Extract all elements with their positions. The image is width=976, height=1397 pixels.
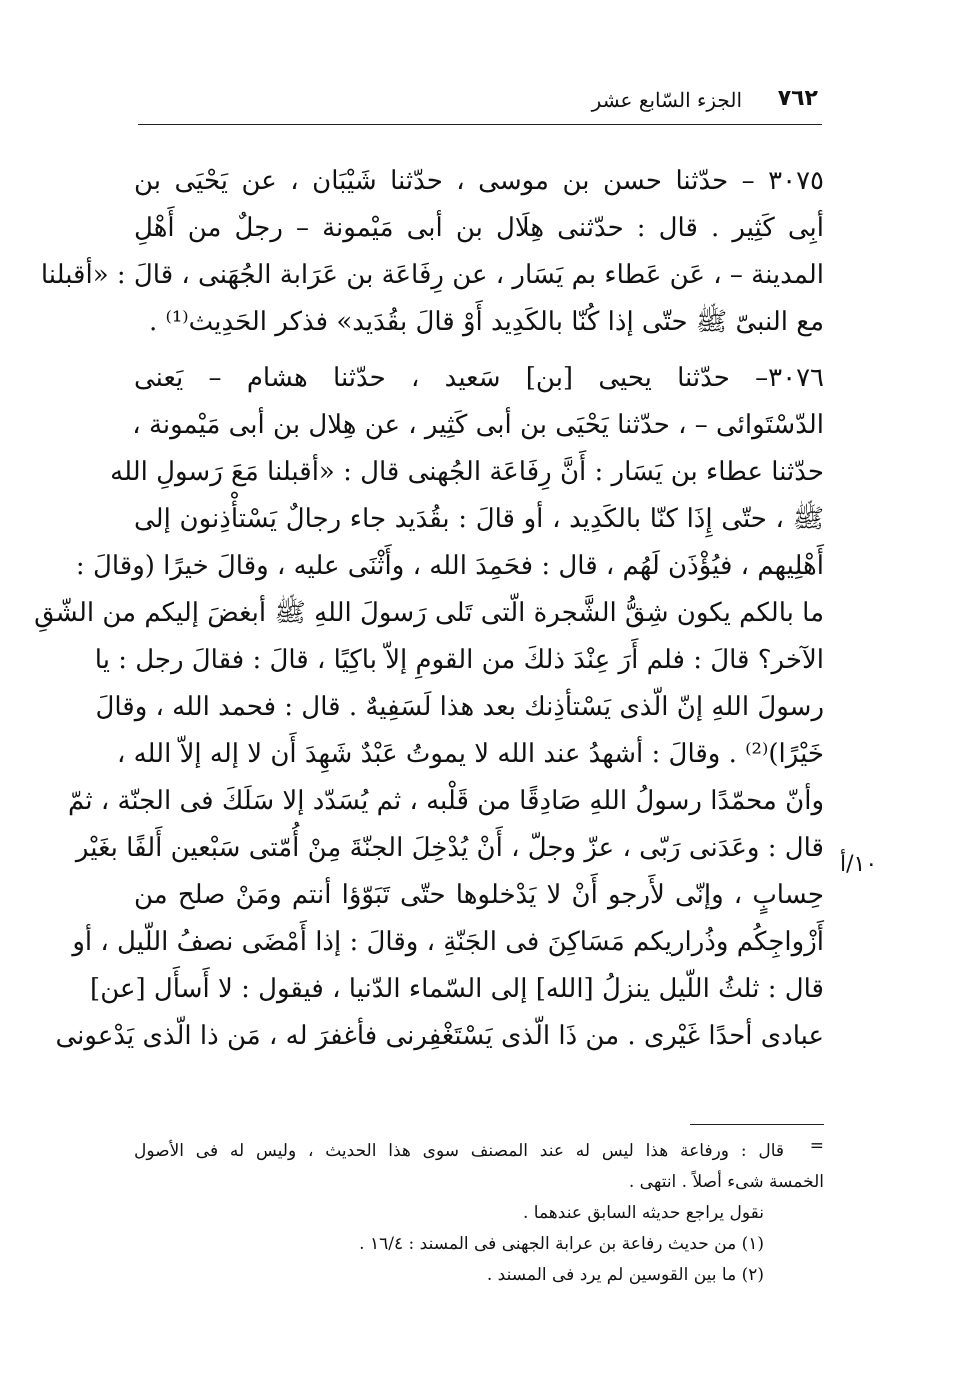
footnote-line: الخمسة شىء أصلاً . انتهى . — [628, 1172, 824, 1192]
text-line: ما بالكم يكون شِقُّ الشَّجرة الّتى تَلى رَسولَ اللهِ ﷺ أبغضَ إليكم من الشّقِ — [34, 598, 824, 628]
footnote-line: نقول يراجع حديثه السابق عندهما . — [522, 1203, 764, 1223]
footnote-line: قال : ورفاعة هذا ليس له عند المصنف سوى هذا الحديث ، وليس له فى الأصول — [134, 1141, 784, 1161]
page-header — [138, 78, 822, 122]
text-line: قال : وعَدَنى رَبّى ، عزّ وجلّ ، أَنْ يُدْخِلَ الجنّةَ مِنْ أُمّتى سَبْعين أَلفًا بغَيْر — [75, 833, 824, 863]
text-line: حِسابٍ ، وإنّى لأَرجو أَنْ لا يَدْخلوها حتّى تَبَوّؤا أنتم ومَنْ صلح من — [134, 880, 824, 910]
text-line: ٣٠٧٥ – حدّثنا حسن بن موسى ، حدّثنا شَيْبَان ، عن يَحْيَى بن — [134, 166, 824, 196]
text-line: أَزْواجِكُم وذُراريكم مَسَاكِنَ فى الجَنّةِ ، وقالَ : إذا أَمْضَى نصفُ اللّيل ، أو — [72, 927, 824, 957]
header-rule — [138, 124, 822, 125]
text-line: قال : ثلثُ اللّيل ينزلُ [الله] إلى السّماء الدّنيا ، فيقول : لا أَسأَل [عن] — [90, 974, 824, 1004]
footnote-rule — [690, 1124, 824, 1125]
text-line: أَهْلِيهم ، فيُؤْذَن لَهُم ، قال : فحَمِدَ الله ، وأَثْنَى عليه ، وقالَ خيرًا (وقالَ : — [75, 551, 824, 581]
footnotes — [134, 1136, 824, 1291]
text-line: المدينة – ، عَن عَطاء بم يَسَار ، عن رِفَاعَة بن عَرَابة الجُهَنى ، قالَ : «أقبلنا — [40, 260, 824, 290]
text-line: رسولَ اللهِ إنّ الّذى يَسْتأذِنك بعد هذا لَسَفِيهٌ . قال : فحمد الله ، وقالَ — [95, 692, 824, 722]
text-line: حدّثنا عطاء بن يَسَار : أَنَّ رِفَاعَة الجُهنى قال : «أقبلنا مَعَ رَسولِ الله — [110, 457, 824, 487]
running-title: الجزء السّابع عشر — [591, 88, 742, 112]
continuation-mark: = — [809, 1136, 824, 1156]
text-line: مع النبىّ ﷺ حتّى إذا كُنّا بالكَدِيد أَوْ قالَ بقُدَيد» فذكر الحَدِيث⁽¹⁾ . — [148, 307, 824, 337]
text-line: عبادى أحدًا غَيْرى . من ذَا الّذى يَسْتَغْفِرنى فأغفرَ له ، مَن ذا الّذى يَدْعونى — [55, 1021, 824, 1051]
text-line: الآخر؟ قالَ : فلم أَرَ عِنْدَ ذلكَ من القومِ إلاّ باكِيًا ، قالَ : فقالَ رجل : يا — [94, 645, 824, 675]
text-line: الدّسْتَوائى – ، حدّثنا يَحْيَى بن أبى كَثِير ، عن هِلال بن أبى مَيْمونة ، — [132, 410, 824, 440]
main-text — [34, 158, 824, 1060]
manuscript-folio-note: ١٠/أ — [840, 852, 878, 877]
footnote-2: (٢) ما بين القوسين لم يرد فى المسند . — [486, 1265, 764, 1285]
text-line: ٣٠٧٦– حدّثنا يحيى [بن] سَعيد ، حدّثنا هشام – يَعنى — [134, 363, 824, 393]
text-line: وأنّ محمّدًا رسولُ اللهِ صَادِقًا من قَلْبه ، ثم يُسَدّد إلا سَلَكَ فى الجنّة ، ثمّ — [68, 786, 824, 816]
text-line: خَيْرًا)⁽²⁾ . وقالَ : أشهدُ عند الله لا يموتُ عَبْدٌ شَهِدَ أَن لا إله إلاّ الله ، — [116, 739, 824, 769]
page-number: ٧٦٢ — [777, 86, 818, 111]
footnote-1: (١) من حديث رفاعة بن عرابة الجهنى فى المسند : ١٦/٤ . — [359, 1234, 764, 1254]
text-line: أبِى كَثِير . قال : حدّثنى هِلَال بن أبى مَيْمونة – رجلٌ من أَهْلِ — [134, 213, 824, 243]
text-line: ﷺ ، حتّى إِذَا كنّا بالكَدِيد ، أو قالَ : بقُدَيد جاء رجالٌ يَسْتأْذِنون إلى — [134, 504, 824, 534]
